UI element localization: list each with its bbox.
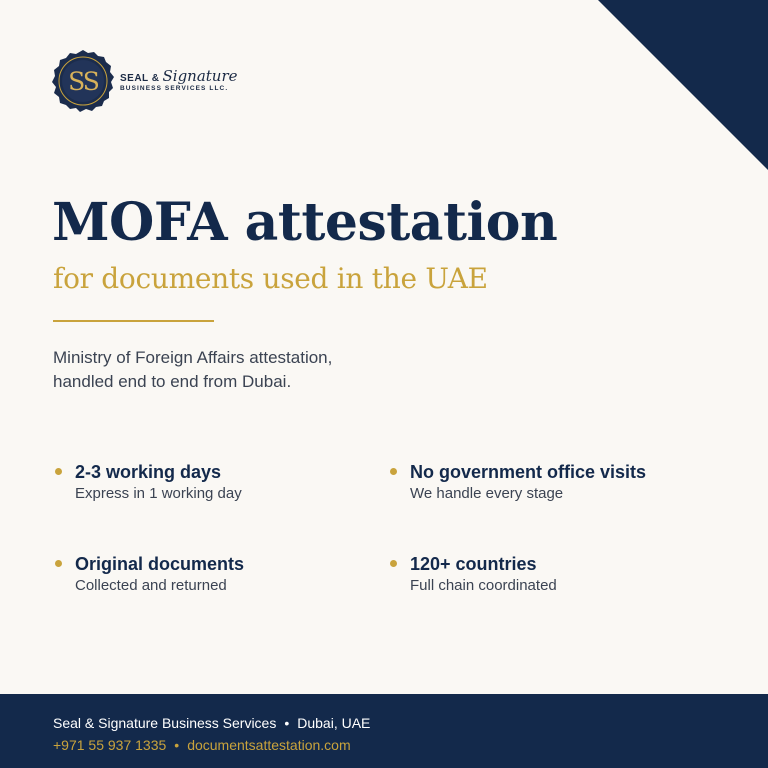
brand-logo bbox=[50, 48, 238, 114]
intro-line-1: Ministry of Foreign Affairs attestation, bbox=[53, 348, 333, 367]
bullet-dot-icon bbox=[55, 468, 62, 475]
intro-text bbox=[53, 346, 473, 394]
feature-description: We handle every stage bbox=[410, 485, 564, 502]
feature-item bbox=[53, 553, 353, 596]
corner-accent bbox=[598, 0, 768, 170]
brand-script: Signature bbox=[162, 67, 238, 86]
footer-separator: • bbox=[284, 715, 290, 731]
feature-description: Express in 1 working day bbox=[75, 485, 242, 502]
feature-title: No government office visits bbox=[410, 462, 647, 482]
bullet-dot-icon bbox=[55, 560, 62, 567]
brand-wordmark bbox=[120, 69, 238, 93]
footer-location: Dubai, UAE bbox=[297, 715, 371, 731]
footer-contact-line bbox=[53, 737, 351, 753]
brand-name: SEAL & bbox=[120, 73, 160, 85]
feature-description: Collected and returned bbox=[75, 577, 227, 594]
seal-logo-icon bbox=[50, 48, 116, 114]
feature-title: Original documents bbox=[75, 554, 245, 574]
bullet-dot-icon bbox=[390, 560, 397, 567]
footer-company: Seal & Signature Business Services bbox=[53, 715, 277, 731]
footer-phone[interactable]: +971 55 937 1335 bbox=[53, 737, 167, 753]
footer-bar bbox=[0, 694, 768, 768]
footer-website[interactable]: documentsattestation.com bbox=[187, 737, 351, 753]
intro-line-2: handled end to end from Dubai. bbox=[53, 372, 292, 391]
feature-title: 2-3 working days bbox=[75, 462, 222, 482]
feature-item bbox=[388, 461, 688, 504]
divider bbox=[53, 320, 214, 322]
seal-monogram: SS bbox=[68, 67, 98, 96]
feature-description: Full chain coordinated bbox=[410, 577, 557, 594]
feature-item bbox=[53, 461, 353, 504]
footer-company-line bbox=[53, 715, 370, 731]
feature-title: 120+ countries bbox=[410, 554, 537, 574]
page-subtitle: for documents used in the UAE bbox=[53, 262, 488, 295]
page-title: MOFA attestation bbox=[52, 192, 558, 253]
bullet-dot-icon bbox=[390, 468, 397, 475]
footer-separator: • bbox=[174, 737, 180, 753]
brand-subtitle: BUSINESS SERVICES LLC. bbox=[120, 85, 229, 93]
feature-item bbox=[388, 553, 688, 596]
